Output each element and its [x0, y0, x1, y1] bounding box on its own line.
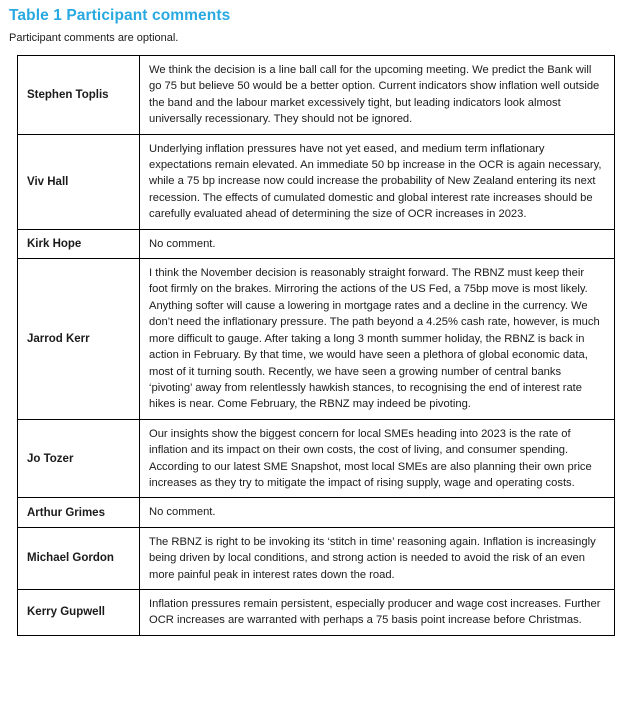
- table-row: [18, 134, 615, 229]
- table-row: [18, 229, 615, 258]
- participant-comments-table: [17, 55, 615, 636]
- participant-name: Stephen Toplis: [18, 56, 140, 135]
- participant-comment: No comment.: [140, 498, 615, 527]
- table-row: [18, 527, 615, 589]
- participant-comment: Our insights show the biggest concern for local SMEs heading into 2023 is the rate of inflation and its impact on their own costs, the cost of living, and consumer spending. According to our latest SME Snapshot, most local SMEs are also planning their own price increases as they try to mitigate the impact of rising supply, wage and operating costs.: [140, 419, 615, 498]
- table-row: [18, 498, 615, 527]
- participant-name: Kirk Hope: [18, 229, 140, 258]
- page-subtitle: Participant comments are optional.: [9, 32, 179, 44]
- participant-name: Jarrod Kerr: [18, 259, 140, 420]
- participant-comment: I think the November decision is reasonably straight forward. The RBNZ must keep their foot firmly on the brakes. Mirroring the actions of the US Fed, a 75bp move is most likely. Anything softer will cause a lowering in mortgage rates and a decline in the currency. We don’t need the inflationary pressure. The path beyond a 4.25% cash rate, however, is much more difficult to gauge. After taking a long 3 month summer holiday, the RBNZ is back in action in February. By that time, we would have seen a plethora of global economic data, most of it turning south. Recently, we have seen a growing number of central banks ‘pivoting’ away from relentlessly hawkish stances, to recognising the end of interest rate hikes is near. Come February, the RBNZ may indeed be pivoting.: [140, 259, 615, 420]
- participant-name: Viv Hall: [18, 134, 140, 229]
- participant-comment: We think the decision is a line ball call for the upcoming meeting. We predict the Bank will go 75 but believe 50 would be a better option. Current indicators show inflation well outside the band and the labour market excessively tight, but leading indicators look almost universally recessionary. They should not be ignored.: [140, 56, 615, 135]
- table-row: [18, 589, 615, 635]
- table-body: [18, 56, 615, 636]
- participant-name: Michael Gordon: [18, 527, 140, 589]
- page-title: Table 1 Participant comments: [9, 7, 231, 24]
- participant-name: Arthur Grimes: [18, 498, 140, 527]
- participant-name: Jo Tozer: [18, 419, 140, 498]
- participant-comment: No comment.: [140, 229, 615, 258]
- table-row: [18, 259, 615, 420]
- participant-comment: Underlying inflation pressures have not yet eased, and medium term inflationary expectations remain elevated. An immediate 50 bp increase in the OCR is again necessary, while a 75 bp increase now could increase the probability of New Zealand entering its next recession. The effects of cumulated domestic and global interest rate increases should be carefully evaluated ahead of determining the size of OCR increases in 2023.: [140, 134, 615, 229]
- participant-comment: Inflation pressures remain persistent, especially producer and wage cost increases. Further OCR increases are warranted with perhaps a 75 basis point increase before Christmas.: [140, 589, 615, 635]
- participant-name: Kerry Gupwell: [18, 589, 140, 635]
- participant-comment: The RBNZ is right to be invoking its ‘stitch in time’ reasoning again. Inflation is increasingly being driven by local conditions, and strong action is needed to avoid the risk of an even more painful peak in interest rates down the road.: [140, 527, 615, 589]
- table-row: [18, 419, 615, 498]
- table-row: [18, 56, 615, 135]
